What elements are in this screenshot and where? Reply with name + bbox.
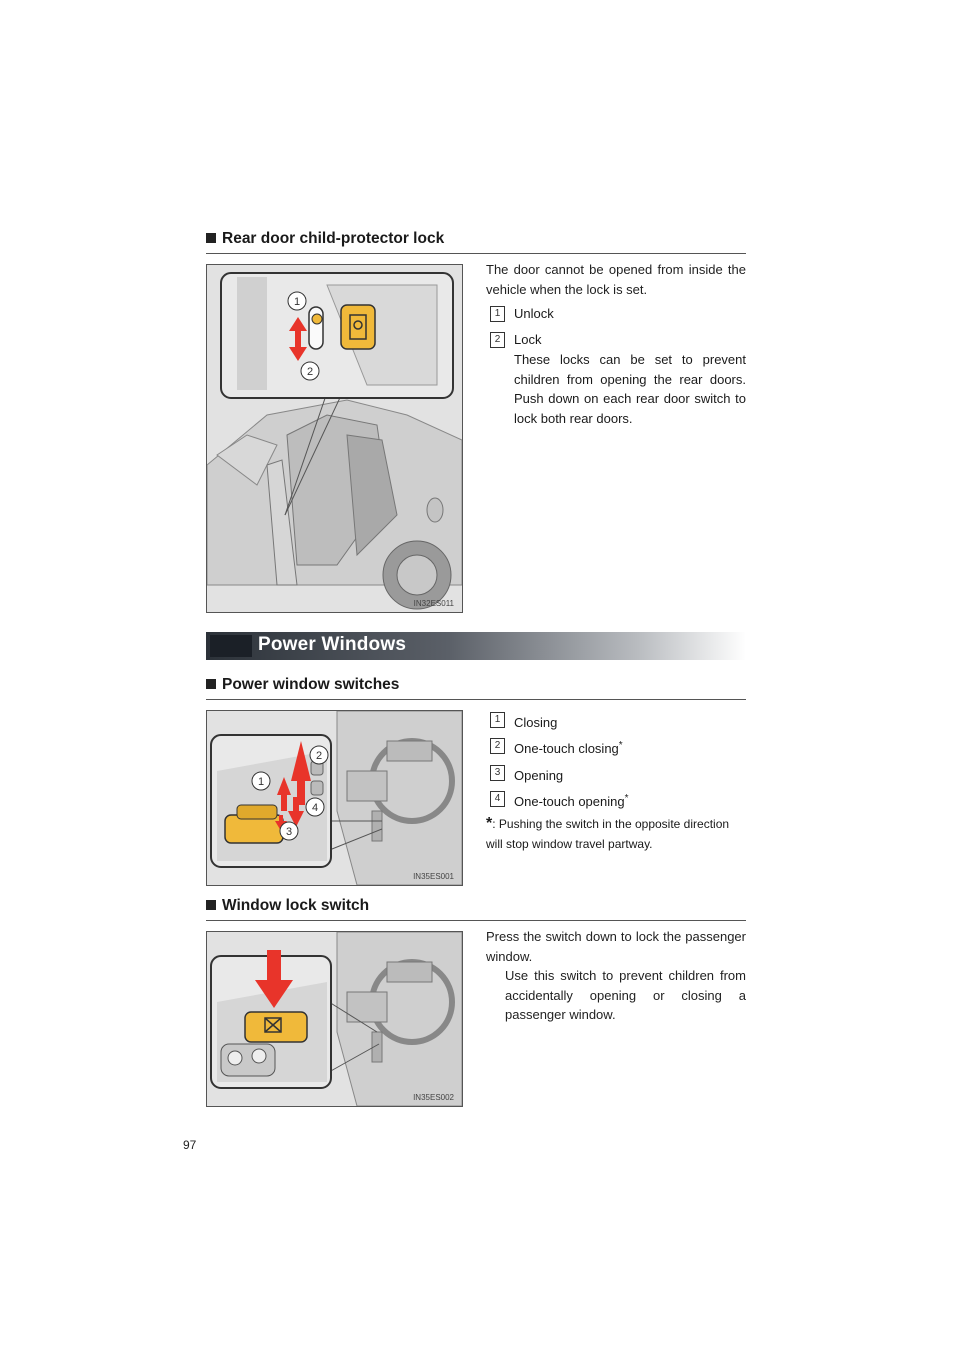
number-badge: 2 [490, 332, 505, 348]
figure-window-switches [206, 710, 463, 886]
banner-block [210, 635, 252, 657]
figure-window-lock [206, 931, 463, 1107]
section-banner-power-windows: Power Windows [206, 632, 746, 660]
child-lock-intro: The door cannot be opened from inside the vehicle when the lock is set. [486, 262, 746, 297]
window-lock-note: Use this switch to prevent children from accidentally opening or closing a passenger window. [505, 968, 746, 1022]
svg-text:1: 1 [293, 296, 301, 308]
window-lock-illustration [207, 932, 462, 1106]
figure-code: IN35ES001 [413, 872, 454, 881]
number-badge: 1 [490, 712, 505, 728]
figure-child-lock [206, 264, 463, 613]
figure-code: IN32ES011 [413, 599, 454, 608]
section-heading-window-switches: Power window switches [206, 676, 746, 700]
figure-code: IN35ES002 [413, 1093, 454, 1102]
svg-text:2: 2 [306, 366, 314, 378]
number-badge: 2 [490, 738, 505, 754]
window-lock-intro: Press the switch down to lock the passenger window. [486, 929, 746, 964]
heading-square-icon [206, 233, 216, 243]
svg-text:3: 3 [285, 826, 293, 838]
car-door-illustration [207, 265, 462, 612]
page-number: 97 [183, 1138, 197, 1152]
child-lock-note: These locks can be set to prevent children from opening the rear doors. Push down on each rear door switch to lock both rear doors. [514, 352, 746, 426]
number-badge: 1 [490, 306, 505, 322]
section-heading-child-lock: Rear door child-protector lock [206, 230, 746, 254]
heading-square-icon [206, 900, 216, 910]
svg-text:2: 2 [315, 750, 323, 762]
window-switch-illustration [207, 711, 462, 885]
number-badge: 4 [490, 791, 505, 807]
svg-text:1: 1 [257, 776, 265, 788]
section-heading-window-lock: Window lock switch [206, 897, 746, 921]
svg-text:4: 4 [311, 802, 319, 814]
footnote: *: Pushing the switch in the opposite direction will stop window travel partway. [486, 815, 730, 851]
number-badge: 3 [490, 765, 505, 781]
heading-square-icon [206, 679, 216, 689]
